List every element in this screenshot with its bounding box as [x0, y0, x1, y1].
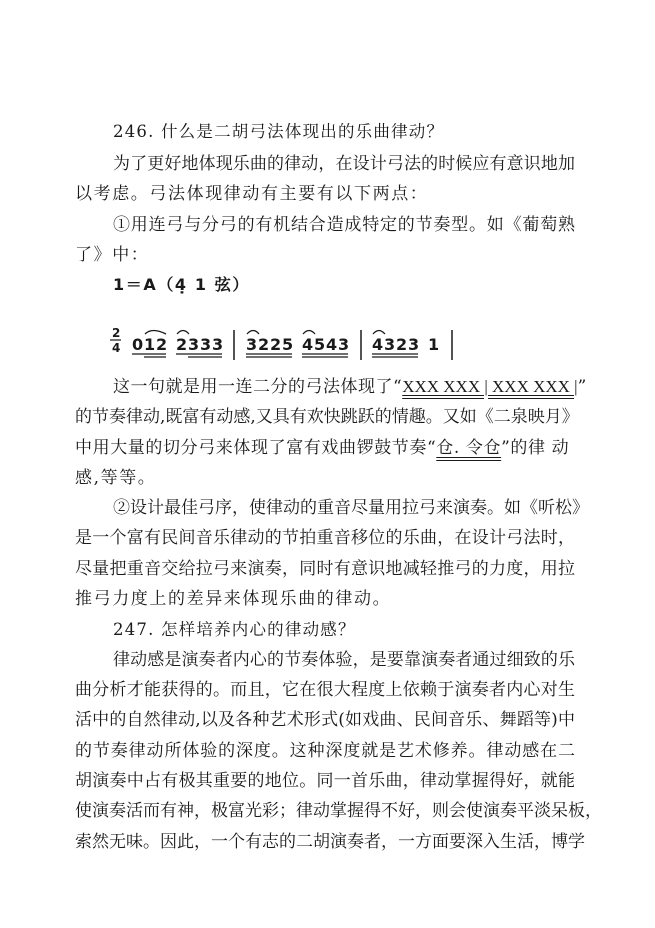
- paragraph-line: [75, 436, 575, 460]
- gong-rhythm: 仓. 令仓: [436, 438, 502, 458]
- slur: [247, 331, 259, 335]
- paragraph-line: 活中的自然律动,以及各种艺术形式(如戏曲、民间音乐、舞蹈等)中: [75, 710, 575, 730]
- note: 0: [132, 335, 144, 354]
- question-247-title: 247. 怎样培养内心的律动感？: [113, 620, 356, 639]
- note: 3: [408, 335, 420, 354]
- slur: [177, 331, 189, 335]
- paragraph-line: 推弓力度上的差异来体现乐曲的律动。: [75, 589, 392, 609]
- note: 2: [396, 335, 408, 354]
- key-signature: [113, 273, 575, 297]
- paragraph-line: 索然无味。因此，一个有志的二胡演奏者，一方面要深入生活，博学: [75, 832, 585, 852]
- question-246-title: 246. 什么是二胡弓法体现出的乐曲律动？: [113, 122, 445, 141]
- paragraph-line: ①用连弓与分弓的有机结合造成特定的节奏型。如《葡萄熟: [113, 215, 575, 235]
- rhythm-notation: XXX XXX | XXX XXX |: [402, 377, 578, 396]
- key-label: 1＝A（: [113, 275, 175, 294]
- text-segment: ”: [577, 377, 587, 397]
- note: 2: [176, 335, 188, 354]
- note: 5: [282, 335, 294, 354]
- paragraph-line: 以考虑。弓法体现律动有主要有以下两点：: [75, 184, 429, 204]
- paragraph-line: 胡演奏中占有极其重要的地位。同一首乐曲，律动掌握得好，就能: [75, 771, 575, 791]
- score-svg: [110, 322, 470, 366]
- note: 4: [302, 335, 314, 354]
- note: 4: [326, 335, 338, 354]
- paragraph-line: 使演奏活而有神，极富光彩；律动掌握得不好，则会使演奏平淡呆板，: [75, 801, 602, 821]
- note: 2: [258, 335, 270, 354]
- note: 3: [384, 335, 396, 354]
- time-signature-top: 2: [112, 326, 121, 340]
- note: 2: [270, 335, 282, 354]
- jianpu-score: [110, 322, 470, 366]
- string-label: 4̣ 1 弦）: [174, 275, 250, 294]
- paragraph-line: 是一个富有民间音乐律动的节拍重音移位的乐曲，在设计弓法时，: [75, 528, 575, 548]
- paragraph-line: 曲分析才能获得的。而且，它在很大程度上依赖于演奏者内心对生: [75, 680, 575, 700]
- note: 3: [338, 335, 350, 354]
- paragraph-line: 尽量把重音交给拉弓来演奏，同时有意识地减轻推弓的力度，用拉: [75, 559, 575, 579]
- paragraph-line: 的节奏律动所体验的深度。这种深度就是艺术修养。律动感在二: [75, 741, 575, 761]
- paragraph-line: 的节奏律动,既富有动感,又具有欢快跳跃的情趣。又如《二泉映月》: [75, 407, 579, 427]
- note: 3: [188, 335, 200, 354]
- paragraph-line: 了》中：: [75, 245, 150, 265]
- paragraph-line: ②设计最佳弓序，使律动的重音尽量用拉弓来演奏。如《听松》: [113, 498, 589, 518]
- slur: [145, 331, 166, 335]
- paragraph-line: 为了更好地体现乐曲的律动，在设计弓法的时候应有意识地加: [113, 154, 575, 174]
- text-segment: 这一句就是用一连二分的弓法体现了“: [113, 377, 403, 397]
- time-signature-bottom: 4: [112, 341, 121, 355]
- text-segment: ”的律 动: [501, 438, 570, 458]
- note: 5: [314, 335, 326, 354]
- note: 3: [246, 335, 258, 354]
- note: 3: [212, 335, 224, 354]
- note: 1: [428, 335, 440, 354]
- slur: [373, 331, 385, 335]
- paragraph-line: [113, 375, 587, 399]
- note: 4: [372, 335, 384, 354]
- slur: [303, 331, 315, 335]
- note: 1: [144, 335, 156, 354]
- paragraph-line: 感,等等。: [75, 468, 157, 488]
- note: 2: [156, 335, 168, 354]
- text-segment: 中用大量的切分弓来体现了富有戏曲锣鼓节奏“: [75, 438, 437, 458]
- paragraph-line: 律动感是演奏者内心的节奏体验，是要靠演奏者通过细致的乐: [113, 650, 575, 670]
- note: 3: [200, 335, 212, 354]
